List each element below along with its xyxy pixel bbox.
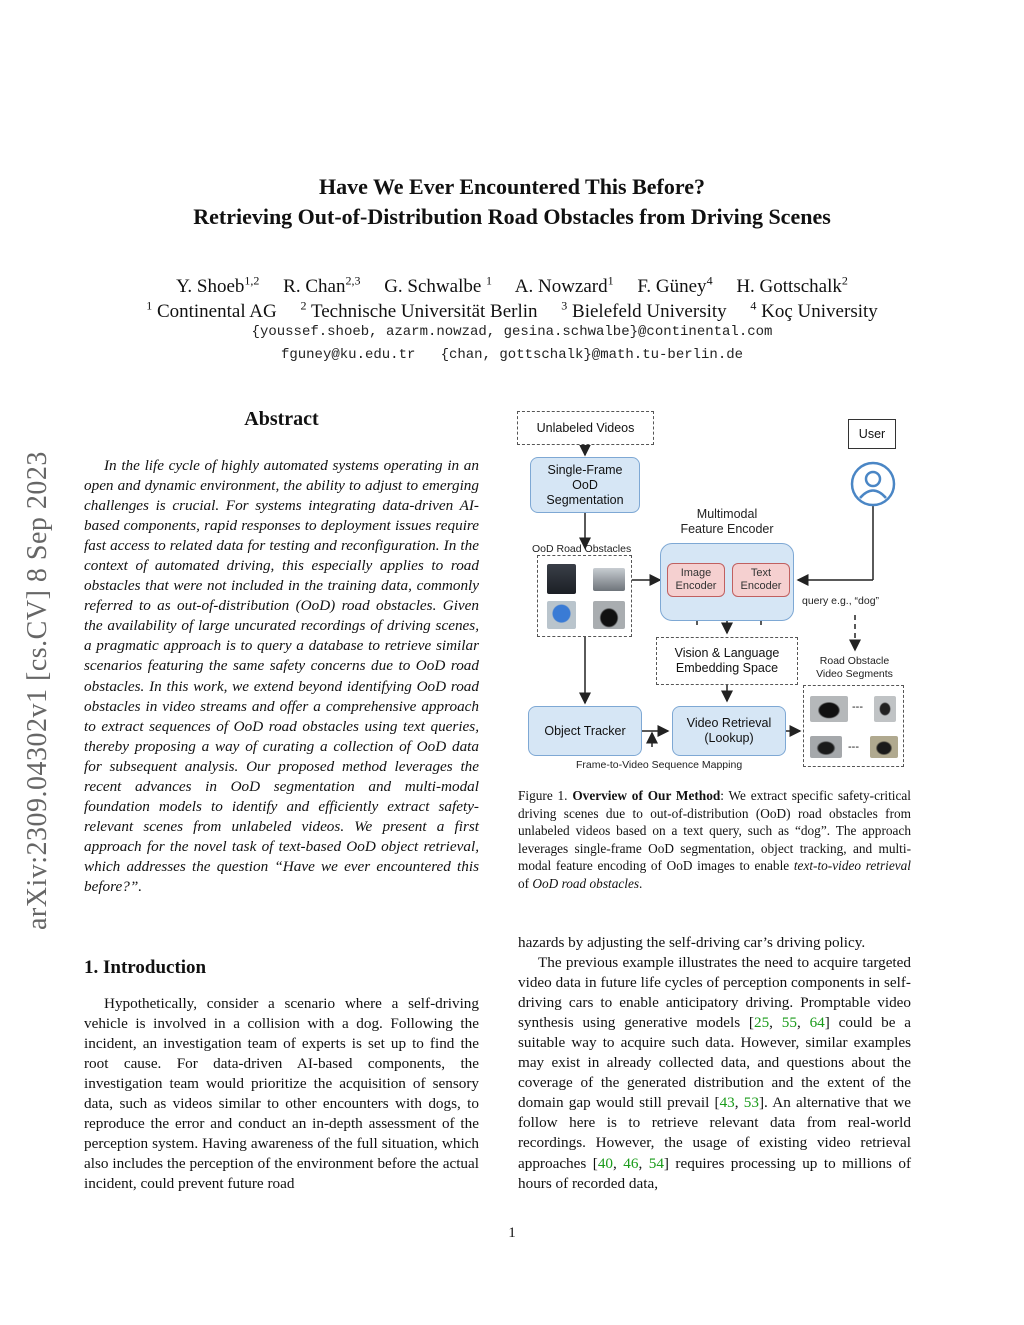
author: A. Nowzard$^1$ [514, 274, 614, 298]
object-tracker-box: Object Tracker [528, 706, 642, 756]
right-paragraph-continued: hazards by adjusting the self-driving car’s driving policy. [518, 934, 866, 951]
caption-text: of [518, 875, 533, 891]
multimodal-encoder-label [662, 507, 792, 537]
segment-thumbnail [870, 736, 898, 758]
text-run: ] requires processing up to millions of hours of recorded data, [518, 1154, 912, 1192]
box-label: Road Obstacle [819, 655, 890, 667]
box-label: OoD [572, 477, 598, 492]
citation-link[interactable]: 54 [648, 1154, 664, 1172]
box-label: Embedding Space [675, 661, 779, 675]
single-frame-ood-segmentation-box [530, 457, 640, 513]
abstract-body [84, 456, 479, 897]
segment-separator: --- [852, 701, 863, 713]
paper-title-line1: Have We Ever Encountered This Before? [318, 174, 706, 199]
box-label: (Lookup) [704, 731, 754, 745]
segment-thumbnail [874, 696, 896, 722]
email-line-1: {youssef.shoeb, azarm.nowzad, gesina.schwalbe}@continental.com [251, 324, 773, 340]
introduction-right-column [518, 933, 911, 1194]
text-run: ] could be a suitable way to acquire such data. However, similar examples may exist in already collected data, and questions about the coverage of the generated distribution and the extent of the domain gap would still prevail [ [518, 1014, 912, 1112]
email-line-2: fguney@ku.edu.tr {chan, gottschalk}@math.tu-berlin.de [280, 347, 744, 363]
user-box: User [848, 419, 896, 449]
affiliation: $^2$ Technische Universität Berlin [300, 299, 538, 323]
box-label: Encoder [675, 580, 717, 592]
box-label: Video Segments [816, 668, 893, 680]
page-number: 1 [508, 1225, 516, 1241]
vision-language-embedding-box [656, 637, 798, 685]
user-icon [848, 461, 898, 507]
citation-link[interactable]: 40 [597, 1154, 614, 1172]
unlabeled-videos-box: Unlabeled Videos [517, 411, 654, 445]
caption-label: Figure 1. [518, 788, 568, 803]
box-label: Segmentation [546, 492, 624, 507]
right-paragraph: The previous example illustrates the need to acquire targeted video data in future life cycles of perception components in self-driving cars to enable anticipatory driving. Promptable video synthesis using generative models [25, 55, 64] could be a suitable way to acquire such data. However, similar examples may exist in already collected data, and questions about the coverage of the generated distribution and the extent of the domain gap would still prevail [43, 53]. An alternative that we follow here is to retrieve relevant data from real-world recordings. However, the usage of existing video retrieval approaches [40, 46, 54] requires processing up to millions of hours of recorded data, [518, 954, 912, 1192]
ood-road-obstacles-box [537, 555, 632, 637]
box-label: Feature Encoder [680, 522, 774, 536]
image-encoder-box [667, 563, 725, 597]
affiliation-list [0, 294, 1024, 324]
caption-text: : We extract specific safety-critical driving scenes due to out-of-distribution (OoD) road obstacles from unlabeled videos based on a text query, such as “dog”. The approach leverages single-frame OoD segmentation, object tracking, and multi-modal feature encoding of OoD images to enable [518, 788, 911, 873]
author: R. Chan$^{2,3}$ [283, 274, 361, 298]
caption-text: . [639, 875, 643, 891]
query-example-label: query e.g., “dog” [802, 595, 880, 607]
box-label: Text [750, 567, 772, 579]
obstacle-thumbnail [547, 564, 576, 594]
citation-link[interactable]: 46 [623, 1154, 639, 1172]
segment-thumbnail [810, 696, 848, 722]
text-run: The previous example illustrates the need to acquire targeted video data in future life cycles of perception components in self-driving cars to enable anticipatory driving. Promptable video synthesis using generative models [ [518, 954, 911, 1032]
author: G. Schwalbe $^1$ [384, 274, 493, 298]
affiliation: $^1$ Continental AG [146, 299, 277, 323]
road-obstacle-segments-label [802, 655, 907, 681]
arxiv-identifier[interactable]: arXiv:2309.04302v1 [cs.CV] 8 Sep 2023 [22, 451, 53, 930]
segment-thumbnail [810, 736, 842, 758]
author: F. Güney$^4$ [637, 274, 713, 298]
ood-road-obstacles-label: OoD Road Obstacles [532, 543, 632, 555]
caption-italic: text-to-video retrieval [793, 858, 911, 873]
box-label: Encoder [740, 580, 782, 592]
obstacle-thumbnail [593, 601, 625, 629]
author: Y. Shoeb$^{1,2}$ [176, 274, 260, 298]
author: H. Gottschalk$^2$ [736, 274, 848, 298]
citation-link[interactable]: 64 [809, 1014, 825, 1032]
citation-link[interactable]: 25 [753, 1014, 770, 1032]
video-retrieval-box [672, 706, 786, 756]
intro-paragraph: Hypothetically, consider a scenario where a self-driving vehicle is involved in a collision with a dog. Following the incident, an investigation team of experts is set up to find the root cause. For data-driven AI-based components, the investigation team would prioritize the acquisition of sensory data, such as videos similar to other encounters with dogs, to reproduce the error and conduct an in-depth assessment of the perception system. Having awareness of the full situation, which also includes the perception of the environment before the actual incident, could prevent future road [84, 995, 479, 1193]
introduction-left-column [84, 994, 479, 1194]
paper-title-line2: Retrieving Out-of-Distribution Road Obstacles from Driving Scenes [193, 204, 831, 229]
box-label: Image [680, 567, 712, 579]
introduction-heading: 1. Introduction [84, 957, 207, 978]
caption-bold: Overview of Our Method [572, 788, 721, 803]
box-label: Vision & Language [674, 646, 780, 660]
figure-1-caption [518, 787, 911, 892]
obstacle-thumbnail [547, 601, 576, 629]
text-encoder-box [732, 563, 790, 597]
box-label: Single-Frame [547, 462, 623, 477]
frame-to-video-label: Frame-to-Video Sequence Mapping [576, 759, 743, 771]
abstract-paragraph: In the life cycle of highly automated systems operating in an open and dynamic environment, the ability to adjust to emerging challenges is crucial. For systems integrating data-driven AI-based components, rapid responses to deployment issues require fast access to related data for testing and reconfiguration. In the context of automated driving, this especially applies to road obstacles that were not included in the training data, commonly referred to as out-of-distribution (OoD) road obstacles. Given the availability of large uncurated recordings of driving scenes, a pragmatic approach is to query a database to retrieve similar scenarios featuring the same safety concerns due to OoD road obstacles. In this work, we extend beyond identifying OoD road obstacles in video streams and offer a comprehensive approach to extract sequences of OoD road obstacles using text queries, thereby proposing a way of curating a collection of OoD data for subsequent analysis. Our proposed method leverages the recent advances in OoD segmentation and multi-modal foundation models to identify and efficiently extract safety-relevant scenes from unlabeled videos. We present a first approach for the novel task of text-based OoD object retrieval, which addresses the question “Have we ever encountered this before?”. [84, 457, 479, 895]
affiliation: $^3$ Bielefeld University [561, 299, 727, 323]
obstacle-thumbnail [593, 568, 625, 591]
citation-link[interactable]: 55 [781, 1014, 797, 1032]
citation-link[interactable]: 53 [743, 1094, 759, 1112]
figure-1-diagram [510, 405, 920, 775]
caption-italic: OoD road obstacles [532, 875, 640, 891]
box-label: Video Retrieval [686, 716, 772, 730]
abstract-heading: Abstract [244, 408, 319, 430]
segment-separator: --- [848, 741, 859, 753]
text-run: ]. An alternative that we follow here is to retrieve relevant data from real-world recordings. However, the usage of existing video retrieval approaches [ [518, 1094, 912, 1172]
road-obstacle-segments-box [803, 685, 904, 767]
box-label: Multimodal [696, 507, 758, 521]
affiliation: $^4$ Koç University [750, 299, 878, 323]
citation-link[interactable]: 43 [719, 1094, 735, 1112]
